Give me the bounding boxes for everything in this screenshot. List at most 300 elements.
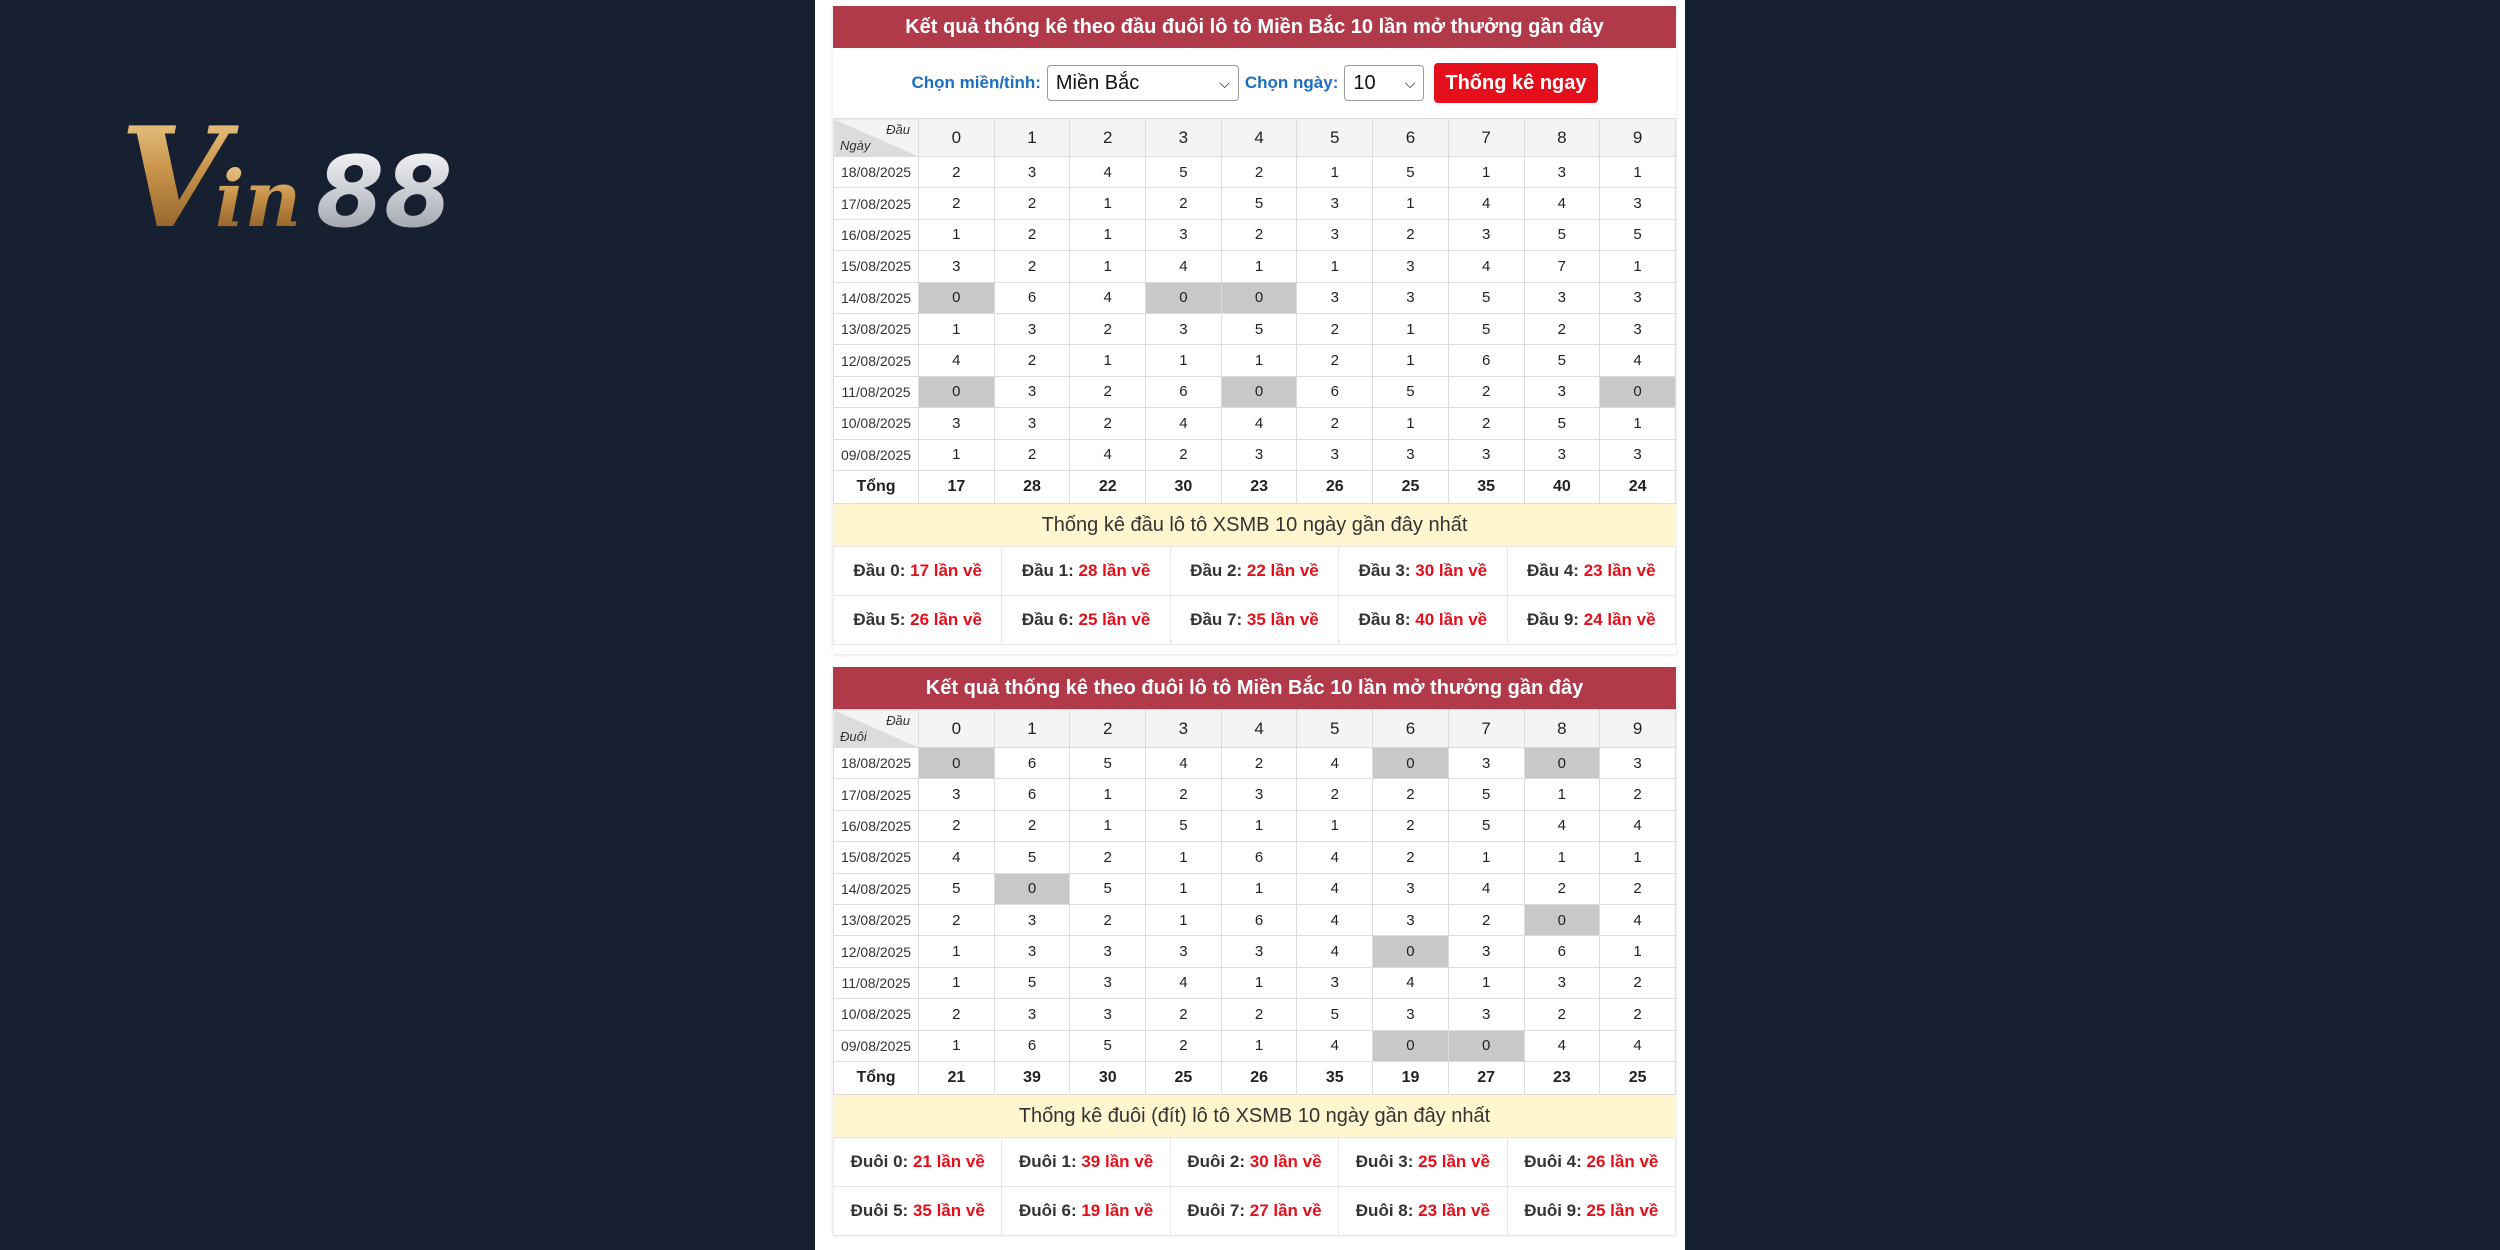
summary-count: 30 lần về bbox=[1249, 1151, 1322, 1171]
count-cell: 5 bbox=[1297, 999, 1373, 1030]
count-cell: 4 bbox=[1297, 842, 1373, 873]
count-cell: 4 bbox=[1600, 345, 1676, 376]
total-row bbox=[834, 470, 1676, 503]
column-header: 4 bbox=[1221, 710, 1297, 748]
column-header: 7 bbox=[1448, 710, 1524, 748]
count-cell: 4 bbox=[1297, 873, 1373, 904]
total-cell: 40 bbox=[1524, 470, 1600, 503]
summary-count: 28 lần về bbox=[1078, 560, 1151, 580]
summary-count: 26 lần về bbox=[1586, 1151, 1659, 1171]
count-cell: 6 bbox=[1221, 842, 1297, 873]
count-cell: 2 bbox=[1524, 999, 1600, 1030]
svg-text:in: in bbox=[215, 154, 302, 243]
count-cell: 1 bbox=[919, 219, 995, 250]
total-cell: 39 bbox=[994, 1061, 1070, 1094]
submit-stats-button[interactable]: Thống kê ngay bbox=[1434, 63, 1597, 103]
head-stats-title: Kết quả thống kê theo đầu đuôi lô tô Miền Bắc 10 lần mở thưởng gần đây bbox=[833, 6, 1676, 48]
total-cell: 26 bbox=[1221, 1061, 1297, 1094]
count-cell: 5 bbox=[1448, 779, 1524, 810]
count-cell: 2 bbox=[1448, 376, 1524, 407]
total-cell: 23 bbox=[1221, 470, 1297, 503]
count-cell: 4 bbox=[1448, 251, 1524, 282]
count-cell: 2 bbox=[1221, 219, 1297, 250]
count-cell: 2 bbox=[919, 999, 995, 1030]
count-cell: 3 bbox=[1373, 873, 1449, 904]
total-row bbox=[834, 1061, 1676, 1094]
summary-cell bbox=[1339, 1186, 1507, 1235]
count-cell: 4 bbox=[1070, 439, 1146, 470]
column-header: 3 bbox=[1146, 710, 1222, 748]
summary-cell bbox=[834, 546, 1002, 595]
count-cell: 1 bbox=[1448, 967, 1524, 998]
column-header: 3 bbox=[1146, 119, 1222, 157]
count-cell: 1 bbox=[1070, 251, 1146, 282]
summary-cell bbox=[1170, 1137, 1338, 1186]
count-cell: 2 bbox=[1070, 376, 1146, 407]
summary-count: 23 lần về bbox=[1418, 1200, 1490, 1220]
total-cell: 25 bbox=[1600, 1061, 1676, 1094]
count-cell: 2 bbox=[994, 219, 1070, 250]
date-cell: 15/08/2025 bbox=[834, 251, 919, 282]
date-cell: 09/08/2025 bbox=[834, 439, 919, 470]
tail-stats-table bbox=[833, 709, 1676, 1095]
count-cell: 2 bbox=[1297, 779, 1373, 810]
summary-cell bbox=[1339, 546, 1507, 595]
summary-count: 17 lần về bbox=[910, 560, 982, 580]
count-cell: 2 bbox=[1146, 1030, 1222, 1061]
count-cell: 3 bbox=[1524, 439, 1600, 470]
date-cell: 11/08/2025 bbox=[834, 376, 919, 407]
total-cell: 23 bbox=[1524, 1061, 1600, 1094]
date-cell: 15/08/2025 bbox=[834, 842, 919, 873]
count-cell: 0 bbox=[1146, 282, 1222, 313]
count-cell: 4 bbox=[919, 842, 995, 873]
summary-cell bbox=[1170, 546, 1338, 595]
summary-cell bbox=[1507, 595, 1675, 644]
total-cell: 22 bbox=[1070, 470, 1146, 503]
summary-count: 35 lần về bbox=[1246, 609, 1319, 629]
count-cell: 3 bbox=[1448, 936, 1524, 967]
table-row bbox=[834, 219, 1676, 250]
count-cell: 4 bbox=[1600, 1030, 1676, 1061]
summary-label: Đuôi 4: bbox=[1524, 1151, 1582, 1171]
count-cell: 2 bbox=[1600, 999, 1676, 1030]
count-cell: 0 bbox=[919, 748, 995, 779]
tail-stats-title: Kết quả thống kê theo đuôi lô tô Miền Bắc 10 lần mở thưởng gần đây bbox=[833, 667, 1676, 709]
count-cell: 6 bbox=[1221, 904, 1297, 935]
count-cell: 4 bbox=[1146, 748, 1222, 779]
table-row bbox=[834, 251, 1676, 282]
table-row bbox=[834, 345, 1676, 376]
summary-label: Đầu 3: bbox=[1358, 560, 1411, 580]
count-cell: 1 bbox=[1373, 408, 1449, 439]
summary-label: Đuôi 3: bbox=[1355, 1151, 1414, 1171]
summary-cell bbox=[1002, 546, 1170, 595]
count-cell: 2 bbox=[919, 188, 995, 219]
count-cell: 3 bbox=[1373, 251, 1449, 282]
count-cell: 4 bbox=[1524, 1030, 1600, 1061]
count-cell: 1 bbox=[1448, 157, 1524, 188]
count-cell: 4 bbox=[1600, 810, 1676, 841]
count-cell: 5 bbox=[1448, 313, 1524, 344]
summary-label: Đuôi 9: bbox=[1524, 1200, 1582, 1220]
count-cell: 2 bbox=[1146, 779, 1222, 810]
count-cell: 2 bbox=[1373, 219, 1449, 250]
total-cell: 21 bbox=[919, 1061, 995, 1094]
total-cell: 17 bbox=[919, 470, 995, 503]
count-cell: 3 bbox=[994, 157, 1070, 188]
count-cell: 1 bbox=[1221, 1030, 1297, 1061]
summary-cell bbox=[1002, 1137, 1170, 1186]
count-cell: 3 bbox=[1600, 188, 1676, 219]
days-label: Chọn ngày: bbox=[1244, 73, 1339, 92]
summary-count: 24 lần về bbox=[1583, 609, 1656, 629]
count-cell: 3 bbox=[1297, 188, 1373, 219]
count-cell: 1 bbox=[1600, 408, 1676, 439]
summary-cell bbox=[1507, 546, 1675, 595]
count-cell: 3 bbox=[919, 251, 995, 282]
table-row bbox=[834, 282, 1676, 313]
count-cell: 3 bbox=[919, 408, 995, 439]
table-row bbox=[834, 810, 1676, 841]
count-cell: 5 bbox=[1600, 219, 1676, 250]
count-cell: 3 bbox=[1448, 999, 1524, 1030]
count-cell: 0 bbox=[919, 376, 995, 407]
count-cell: 4 bbox=[1524, 188, 1600, 219]
date-cell: 09/08/2025 bbox=[834, 1030, 919, 1061]
summary-cell bbox=[1339, 595, 1507, 644]
count-cell: 5 bbox=[1373, 376, 1449, 407]
summary-cell bbox=[834, 1137, 1002, 1186]
count-cell: 2 bbox=[1070, 904, 1146, 935]
count-cell: 5 bbox=[1524, 345, 1600, 376]
count-cell: 4 bbox=[1146, 251, 1222, 282]
count-cell: 1 bbox=[1146, 904, 1222, 935]
table-row bbox=[834, 936, 1676, 967]
count-cell: 0 bbox=[1373, 1030, 1449, 1061]
summary-row bbox=[834, 1186, 1676, 1235]
count-cell: 2 bbox=[994, 188, 1070, 219]
count-cell: 3 bbox=[1070, 936, 1146, 967]
column-header: 8 bbox=[1524, 710, 1600, 748]
table-row bbox=[834, 157, 1676, 188]
count-cell: 1 bbox=[1600, 842, 1676, 873]
count-cell: 2 bbox=[1297, 313, 1373, 344]
date-cell: 17/08/2025 bbox=[834, 188, 919, 219]
date-cell: 13/08/2025 bbox=[834, 904, 919, 935]
tail-summary-title: Thống kê đuôi (đít) lô tô XSMB 10 ngày gần đây nhất bbox=[833, 1095, 1676, 1137]
count-cell: 2 bbox=[1448, 408, 1524, 439]
count-cell: 3 bbox=[1600, 439, 1676, 470]
summary-cell bbox=[1339, 1137, 1507, 1186]
count-cell: 3 bbox=[1297, 967, 1373, 998]
column-header: 4 bbox=[1221, 119, 1297, 157]
column-header: 1 bbox=[994, 710, 1070, 748]
count-cell: 1 bbox=[1221, 873, 1297, 904]
chevron-down-icon: ⌵ bbox=[1404, 74, 1416, 91]
summary-label: Đuôi 0: bbox=[850, 1151, 909, 1171]
table-row bbox=[834, 313, 1676, 344]
column-header: 2 bbox=[1070, 119, 1146, 157]
count-cell: 6 bbox=[1524, 936, 1600, 967]
count-cell: 2 bbox=[994, 810, 1070, 841]
days-select[interactable] bbox=[1344, 65, 1424, 101]
count-cell: 1 bbox=[1373, 188, 1449, 219]
count-cell: 4 bbox=[1297, 904, 1373, 935]
count-cell: 2 bbox=[919, 810, 995, 841]
column-header: 6 bbox=[1373, 119, 1449, 157]
count-cell: 2 bbox=[1070, 313, 1146, 344]
count-cell: 3 bbox=[1297, 282, 1373, 313]
count-cell: 7 bbox=[1524, 251, 1600, 282]
table-row bbox=[834, 873, 1676, 904]
summary-count: 21 lần về bbox=[912, 1151, 985, 1171]
summary-count: 27 lần về bbox=[1249, 1200, 1322, 1220]
count-cell: 0 bbox=[919, 282, 995, 313]
total-cell: 28 bbox=[994, 470, 1070, 503]
count-cell: 2 bbox=[1221, 157, 1297, 188]
summary-count: 40 lần về bbox=[1415, 609, 1488, 629]
summary-label: Đuôi 6: bbox=[1019, 1200, 1077, 1220]
count-cell: 6 bbox=[994, 282, 1070, 313]
corner-bottom-label: Ngày bbox=[840, 138, 871, 153]
count-cell: 3 bbox=[919, 779, 995, 810]
column-header: 0 bbox=[919, 119, 995, 157]
column-header: 7 bbox=[1448, 119, 1524, 157]
column-header: 6 bbox=[1373, 710, 1449, 748]
count-cell: 2 bbox=[1524, 873, 1600, 904]
count-cell: 1 bbox=[1373, 313, 1449, 344]
date-cell: 10/08/2025 bbox=[834, 999, 919, 1030]
count-cell: 2 bbox=[994, 439, 1070, 470]
count-cell: 1 bbox=[1146, 873, 1222, 904]
count-cell: 4 bbox=[1373, 967, 1449, 998]
summary-count: 25 lần về bbox=[1078, 609, 1151, 629]
count-cell: 5 bbox=[1373, 157, 1449, 188]
count-cell: 2 bbox=[1146, 439, 1222, 470]
summary-cell bbox=[834, 1186, 1002, 1235]
count-cell: 5 bbox=[1146, 157, 1222, 188]
count-cell: 6 bbox=[1297, 376, 1373, 407]
count-cell: 3 bbox=[994, 408, 1070, 439]
summary-label: Đầu 1: bbox=[1021, 560, 1074, 580]
count-cell: 1 bbox=[1221, 345, 1297, 376]
date-cell: 12/08/2025 bbox=[834, 345, 919, 376]
summary-count: 22 lần về bbox=[1246, 560, 1319, 580]
count-cell: 4 bbox=[1297, 936, 1373, 967]
table-row bbox=[834, 376, 1676, 407]
count-cell: 5 bbox=[1448, 810, 1524, 841]
summary-label: Đầu 5: bbox=[853, 609, 906, 629]
count-cell: 1 bbox=[919, 439, 995, 470]
column-header: 5 bbox=[1297, 119, 1373, 157]
table-row bbox=[834, 1030, 1676, 1061]
count-cell: 3 bbox=[1373, 999, 1449, 1030]
count-cell: 1 bbox=[919, 313, 995, 344]
count-cell: 4 bbox=[1448, 188, 1524, 219]
count-cell: 3 bbox=[1600, 313, 1676, 344]
summary-label: Đầu 0: bbox=[853, 560, 906, 580]
count-cell: 1 bbox=[1600, 157, 1676, 188]
count-cell: 3 bbox=[1146, 936, 1222, 967]
count-cell: 2 bbox=[1297, 408, 1373, 439]
count-cell: 3 bbox=[994, 999, 1070, 1030]
count-cell: 5 bbox=[994, 842, 1070, 873]
count-cell: 2 bbox=[1600, 873, 1676, 904]
total-cell: 35 bbox=[1297, 1061, 1373, 1094]
corner-bottom-label: Đuôi bbox=[840, 729, 867, 744]
total-cell: 26 bbox=[1297, 470, 1373, 503]
count-cell: 2 bbox=[1146, 999, 1222, 1030]
summary-cell bbox=[1507, 1186, 1675, 1235]
head-summary-table bbox=[833, 546, 1676, 645]
summary-cell bbox=[1002, 1186, 1170, 1235]
count-cell: 1 bbox=[1524, 842, 1600, 873]
count-cell: 4 bbox=[1221, 408, 1297, 439]
total-cell: 24 bbox=[1600, 470, 1676, 503]
date-cell: 10/08/2025 bbox=[834, 408, 919, 439]
tail-summary-table bbox=[833, 1137, 1676, 1236]
count-cell: 3 bbox=[1297, 219, 1373, 250]
column-header: 2 bbox=[1070, 710, 1146, 748]
summary-cell bbox=[1170, 1186, 1338, 1235]
count-cell: 1 bbox=[1221, 810, 1297, 841]
table-row bbox=[834, 842, 1676, 873]
table-row bbox=[834, 779, 1676, 810]
count-cell: 4 bbox=[1448, 873, 1524, 904]
summary-label: Đuôi 7: bbox=[1187, 1200, 1245, 1220]
count-cell: 2 bbox=[1600, 779, 1676, 810]
total-label: Tổng bbox=[834, 1061, 919, 1094]
count-cell: 2 bbox=[1146, 188, 1222, 219]
count-cell: 1 bbox=[1373, 345, 1449, 376]
summary-count: 25 lần về bbox=[1418, 1151, 1490, 1171]
count-cell: 3 bbox=[1600, 282, 1676, 313]
count-cell: 3 bbox=[1373, 282, 1449, 313]
count-cell: 4 bbox=[1146, 408, 1222, 439]
total-cell: 19 bbox=[1373, 1061, 1449, 1094]
corner-top-label: Đầu bbox=[886, 713, 910, 728]
corner-top-label: Đầu bbox=[886, 122, 910, 137]
svg-text:88: 88 bbox=[316, 136, 453, 243]
total-cell: 25 bbox=[1373, 470, 1449, 503]
table-row bbox=[834, 967, 1676, 998]
count-cell: 6 bbox=[1146, 376, 1222, 407]
count-cell: 2 bbox=[1448, 904, 1524, 935]
count-cell: 1 bbox=[919, 1030, 995, 1061]
count-cell: 1 bbox=[1070, 219, 1146, 250]
chevron-down-icon: ⌵ bbox=[1219, 74, 1230, 91]
count-cell: 2 bbox=[1524, 313, 1600, 344]
date-cell: 18/08/2025 bbox=[834, 748, 919, 779]
summary-count: 25 lần về bbox=[1586, 1200, 1659, 1220]
count-cell: 4 bbox=[1297, 748, 1373, 779]
date-cell: 18/08/2025 bbox=[834, 157, 919, 188]
count-cell: 3 bbox=[1221, 779, 1297, 810]
count-cell: 1 bbox=[1221, 251, 1297, 282]
count-cell: 0 bbox=[1373, 936, 1449, 967]
total-cell: 27 bbox=[1448, 1061, 1524, 1094]
vin88-logo bbox=[120, 118, 510, 243]
count-cell: 3 bbox=[1600, 748, 1676, 779]
summary-count: 19 lần về bbox=[1081, 1200, 1154, 1220]
summary-row bbox=[834, 546, 1676, 595]
count-cell: 3 bbox=[994, 936, 1070, 967]
count-cell: 4 bbox=[1524, 810, 1600, 841]
table-row bbox=[834, 999, 1676, 1030]
region-select[interactable] bbox=[1047, 65, 1239, 101]
summary-count: 26 lần về bbox=[910, 609, 982, 629]
tail-stats-box bbox=[833, 667, 1676, 1235]
date-cell: 16/08/2025 bbox=[834, 219, 919, 250]
count-cell: 3 bbox=[1373, 904, 1449, 935]
days-select-value: 10 bbox=[1353, 71, 1376, 94]
count-cell: 1 bbox=[1070, 779, 1146, 810]
column-header: 9 bbox=[1600, 710, 1676, 748]
head-stats-table bbox=[833, 118, 1676, 504]
date-cell: 12/08/2025 bbox=[834, 936, 919, 967]
count-cell: 6 bbox=[1448, 345, 1524, 376]
count-cell: 3 bbox=[1070, 999, 1146, 1030]
count-cell: 5 bbox=[1221, 188, 1297, 219]
count-cell: 1 bbox=[919, 967, 995, 998]
count-cell: 1 bbox=[1297, 251, 1373, 282]
count-cell: 3 bbox=[1297, 439, 1373, 470]
summary-cell bbox=[834, 595, 1002, 644]
count-cell: 2 bbox=[994, 345, 1070, 376]
count-cell: 2 bbox=[1070, 408, 1146, 439]
count-cell: 5 bbox=[1524, 219, 1600, 250]
count-cell: 1 bbox=[1524, 779, 1600, 810]
count-cell: 6 bbox=[994, 1030, 1070, 1061]
count-cell: 2 bbox=[1297, 345, 1373, 376]
summary-label: Đầu 4: bbox=[1527, 560, 1579, 580]
total-cell: 30 bbox=[1070, 1061, 1146, 1094]
count-cell: 5 bbox=[1070, 1030, 1146, 1061]
count-cell: 0 bbox=[1221, 282, 1297, 313]
summary-cell bbox=[1170, 595, 1338, 644]
date-cell: 16/08/2025 bbox=[834, 810, 919, 841]
count-cell: 4 bbox=[1146, 967, 1222, 998]
count-cell: 3 bbox=[1448, 439, 1524, 470]
table-row bbox=[834, 904, 1676, 935]
summary-count: 35 lần về bbox=[912, 1200, 985, 1220]
summary-label: Đuôi 1: bbox=[1019, 1151, 1077, 1171]
count-cell: 2 bbox=[1070, 842, 1146, 873]
count-cell: 0 bbox=[1373, 748, 1449, 779]
count-cell: 1 bbox=[1146, 842, 1222, 873]
summary-label: Đuôi 2: bbox=[1187, 1151, 1245, 1171]
count-cell: 1 bbox=[1448, 842, 1524, 873]
summary-label: Đuôi 8: bbox=[1355, 1200, 1414, 1220]
summary-cell bbox=[1002, 595, 1170, 644]
summary-label: Đầu 2: bbox=[1190, 560, 1243, 580]
count-cell: 1 bbox=[1070, 810, 1146, 841]
count-cell: 4 bbox=[1600, 904, 1676, 935]
count-cell: 0 bbox=[1221, 376, 1297, 407]
count-cell: 2 bbox=[1221, 748, 1297, 779]
count-cell: 3 bbox=[994, 313, 1070, 344]
count-cell: 5 bbox=[994, 967, 1070, 998]
count-cell: 4 bbox=[1070, 157, 1146, 188]
summary-row bbox=[834, 1137, 1676, 1186]
date-cell: 14/08/2025 bbox=[834, 282, 919, 313]
total-cell: 30 bbox=[1146, 470, 1222, 503]
count-cell: 3 bbox=[994, 376, 1070, 407]
corner-header-cell bbox=[834, 710, 919, 748]
table-row bbox=[834, 188, 1676, 219]
count-cell: 1 bbox=[919, 936, 995, 967]
